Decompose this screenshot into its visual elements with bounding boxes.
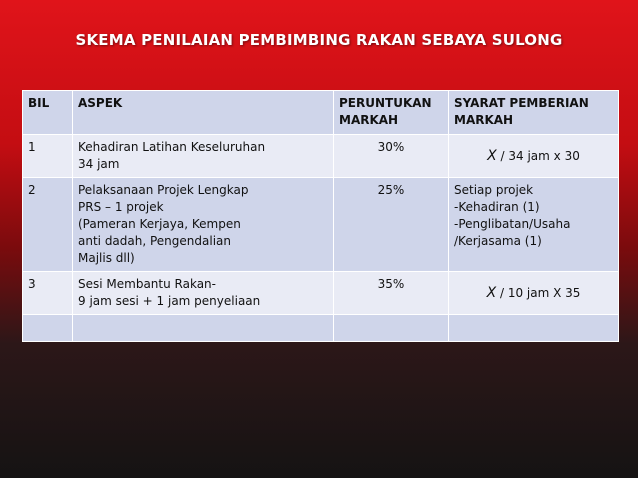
row2-syarat-line1: Setiap projek — [454, 183, 534, 197]
row3-bil: 3 — [23, 272, 73, 315]
header-peruntukan-line2: MARKAH — [339, 113, 399, 127]
row1-bil: 1 — [23, 135, 73, 178]
header-aspek: ASPEK — [73, 91, 334, 135]
row2-syarat-line4: /Kerjasama (1) — [454, 234, 542, 248]
row2-syarat-line3: -Penglibatan/Usaha — [454, 217, 571, 231]
row3-aspek — [73, 272, 334, 315]
row1-aspek-line2: 34 jam — [78, 157, 120, 171]
slide-title: SKEMA PENILAIAN PEMBIMBING RAKAN SEBAYA SULONG — [75, 31, 563, 49]
row3-aspek-line2: 9 jam sesi + 1 jam penyeliaan — [78, 294, 261, 308]
table-row — [23, 135, 619, 178]
table-header-row — [23, 91, 619, 135]
row3-syarat-rest: / 10 jam X 35 — [496, 285, 581, 300]
row2-aspek-line1: Pelaksanaan Projek Lengkap — [78, 183, 249, 197]
row1-aspek — [73, 135, 334, 178]
header-bil: BIL — [23, 91, 73, 135]
row2-syarat-line2: -Kehadiran (1) — [454, 200, 540, 214]
table-row — [23, 272, 619, 315]
row3-peruntukan: 35% — [334, 272, 449, 315]
row2-peruntukan: 25% — [334, 178, 449, 272]
assessment-table — [22, 90, 619, 342]
row1-syarat-var: X — [487, 147, 497, 164]
empty-cell — [23, 315, 73, 342]
table-row — [23, 178, 619, 272]
row2-bil: 2 — [23, 178, 73, 272]
row1-syarat — [449, 135, 619, 178]
row2-aspek-line2: PRS – 1 projek — [78, 200, 164, 214]
header-syarat-line2: MARKAH — [454, 113, 514, 127]
header-syarat — [449, 91, 619, 135]
row3-syarat — [449, 272, 619, 315]
table-row-empty — [23, 315, 619, 342]
header-syarat-line1: SYARAT PEMBERIAN — [454, 96, 589, 110]
row2-aspek-line3: (Pameran Kerjaya, Kempen — [78, 217, 241, 231]
empty-cell — [73, 315, 334, 342]
row3-aspek-line1: Sesi Membantu Rakan- — [78, 277, 216, 291]
row2-aspek-line4: anti dadah, Pengendalian — [78, 234, 231, 248]
row2-aspek-line5: Majlis dll) — [78, 251, 135, 265]
row3-syarat-var: X — [486, 284, 497, 301]
row2-aspek — [73, 178, 334, 272]
empty-cell — [334, 315, 449, 342]
row1-peruntukan: 30% — [334, 135, 449, 178]
row1-aspek-line1: Kehadiran Latihan Keseluruhan — [78, 140, 266, 154]
empty-cell — [449, 315, 619, 342]
row2-syarat — [449, 178, 619, 272]
row1-syarat-rest: / 34 jam x 30 — [496, 148, 580, 163]
header-peruntukan-line1: PERUNTUKAN — [339, 96, 432, 110]
header-peruntukan — [334, 91, 449, 135]
